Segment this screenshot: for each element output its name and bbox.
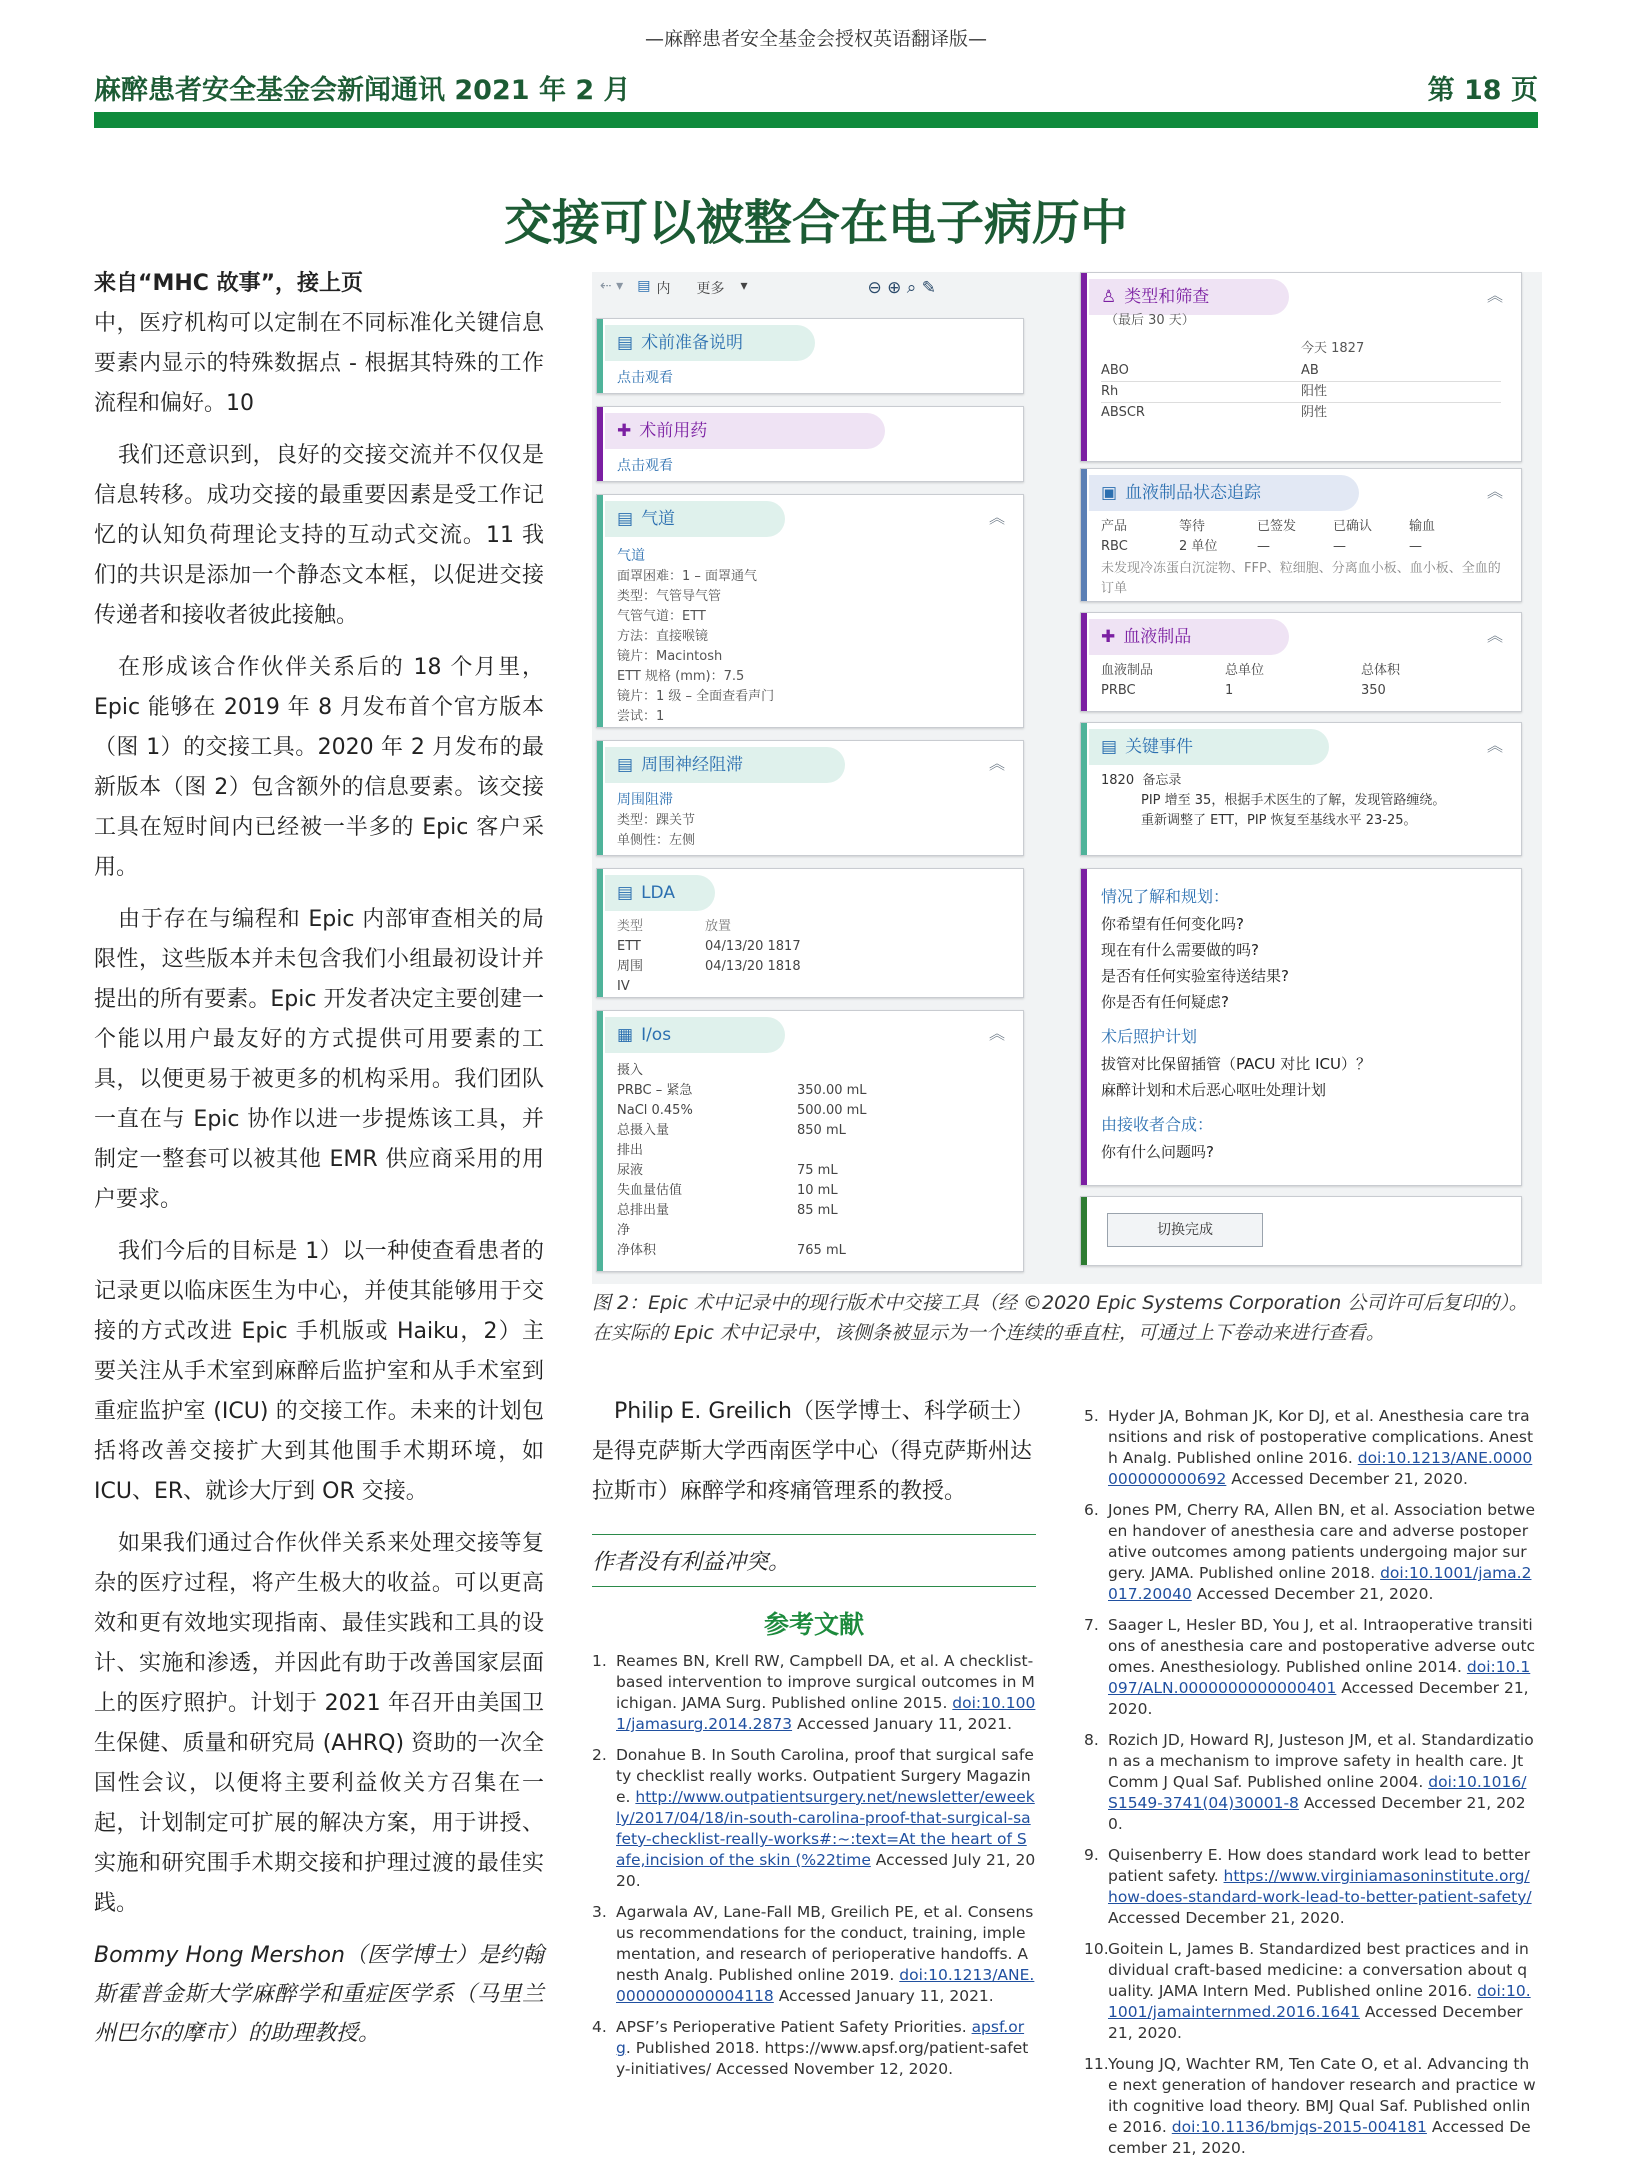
panel-bar bbox=[597, 869, 603, 997]
toolbar-more-button[interactable]: 更多 bbox=[696, 281, 725, 297]
question: 麻醉计划和术后恶心呕吐处理计划 bbox=[1101, 1081, 1327, 1099]
paragraph-1: 中，医疗机构可以定制在不同标准化关键信息要素内显示的特殊数据点 - 根据其特殊的工作流程和偏好。10 bbox=[94, 311, 544, 416]
panel-bar bbox=[1081, 613, 1087, 711]
author-bio-greilich: Philip E. Greilich（医学博士、科学硕士）是得克萨斯大学西南医学中心（得克萨斯州达拉斯市）麻醉学和疼痛管理系的教授。 bbox=[592, 1399, 1034, 1504]
panel-complete bbox=[1080, 1196, 1522, 1266]
table-row: PRBC – 紧急 350.00 mL bbox=[617, 1083, 867, 1098]
collapse-icon[interactable]: ︽ bbox=[988, 508, 1005, 527]
panel-situation bbox=[1080, 868, 1522, 1186]
reference-item: 1. Reames BN, Krell RW, Campbell DA, et al. A checklist-based intervention to improve surgical outcomes in Michigan. JAMA Surg. Published online 2015. doi:10.1001/jamasurg.2014.2873 Accessed January 11, 2021. bbox=[592, 1652, 1036, 1733]
panel-bar bbox=[1081, 723, 1087, 855]
panel-blood-products: ✚ 血液制品 ︽ 血液制品 总单位 总体积 PRBC 1 350 bbox=[1080, 612, 1522, 712]
table-row: 尿液 75 mL bbox=[617, 1163, 838, 1178]
continued-heading: 来自“MHC 故事”，接上页 bbox=[94, 271, 364, 296]
table-row: 总排出量 85 mL bbox=[617, 1203, 838, 1218]
table-row: 失血量估值 10 mL bbox=[617, 1183, 838, 1198]
airway-line: 镜片：1 级 – 全面查看声门 bbox=[617, 689, 775, 704]
doc-icon: ▤ bbox=[637, 278, 651, 294]
panel-blood-status: ▣ 血液制品状态追踪 ︽ 产品 等待 已签发 已确认 输血 RBC 2 单位 — — — 未发现冷冻蛋白沉淀物、FFP、粒细胞、分离血小板、血小板、全血的订单 bbox=[1080, 468, 1522, 602]
airway-line: 方法：直接喉镜 bbox=[617, 629, 709, 644]
table-row: ABO AB bbox=[1101, 361, 1501, 382]
note-icon: ▤ bbox=[617, 333, 634, 353]
airway-line: 尝试：1 bbox=[617, 709, 665, 724]
references-right bbox=[1084, 1406, 1536, 2169]
figure-caption: 图 2：Epic 术中记录中的现行版术中交接工具（经 ©2020 Epic Systems Corporation 公司许可后复印的）。在实际的 Epic 术中记录中，该侧条被显示为一个连续的垂直柱，可通过上下卷动来进行查看。 bbox=[592, 1292, 1528, 1344]
table-row: NaCl 0.45% 500.00 mL bbox=[617, 1103, 867, 1118]
reference-link[interactable]: doi:10.1136/bmjqs-2015-004181 bbox=[1171, 2118, 1427, 2136]
middle-column bbox=[592, 1392, 1036, 2090]
panel-title[interactable]: ✚ 术前用药 bbox=[605, 413, 885, 449]
collapse-icon[interactable]: ︽ bbox=[1486, 736, 1503, 755]
table-row: ETT 04/13/20 1817 bbox=[617, 939, 801, 954]
collapse-icon[interactable]: ︽ bbox=[988, 1024, 1005, 1043]
panel-title[interactable]: ▣ 血液制品状态追踪 bbox=[1089, 475, 1359, 511]
table-row: 净体积 765 mL bbox=[617, 1243, 846, 1258]
reference-item: 11. Young JQ, Wachter RM, Ten Cate O, et al. Advancing the next generation of handover research and practice with cognitive load theory. BMJ Qual Saf. Published online 2016. doi:10.1136/bmjqs-2015-004181 Accessed December 21, 2020. bbox=[1084, 2055, 1536, 2157]
article-title: 交接可以被整合在电子病历中 bbox=[503, 195, 1128, 251]
question: 是否有任何实验室待送结果? bbox=[1101, 967, 1289, 985]
airway-line: 面罩困难：1 – 面罩通气 bbox=[617, 569, 758, 584]
toolbar-in-button[interactable]: 内 bbox=[656, 281, 671, 297]
references-left bbox=[592, 1651, 1036, 2080]
table-row: 摄入 bbox=[617, 1063, 644, 1078]
reference-link[interactable]: apsf.org bbox=[616, 2018, 1025, 2057]
table-row: PRBC 1 350 bbox=[1101, 683, 1386, 698]
reference-link[interactable]: doi:10.1001/jamasurg.2014.2873 bbox=[616, 1694, 1036, 1733]
header-bar bbox=[94, 112, 1538, 128]
panel-preop-note bbox=[596, 318, 1024, 394]
collapse-icon[interactable]: ︽ bbox=[1486, 626, 1503, 645]
panel-nerve-block bbox=[596, 740, 1024, 856]
reference-item: 4. APSF’s Perioperative Patient Safety Priorities. apsf.org. Published 2018. https://www.apsf.org/patient-safety-initiatives/ Accessed November 12, 2020. bbox=[592, 2018, 1029, 2078]
airway-link[interactable]: 气道 bbox=[617, 548, 645, 564]
panel-airway bbox=[596, 494, 1024, 728]
panel-title[interactable]: ♙ 类型和筛查 bbox=[1089, 279, 1289, 315]
table-row: IV bbox=[617, 979, 630, 994]
paragraph-4: 由于存在与编程和 Epic 内部审查相关的局限性，这些版本并未包含我们小组最初设计并提出的所有要素。Epic 开发者决定主要创建一个能以用户最友好的方式提供可用要素的工具，以便更易于被更多的机构采用。我们团队一直在与 Epic 协作以进一步提炼该工具，并制定一整套可以被其他 EMR 供应商采用的用户要求。 bbox=[94, 907, 544, 1212]
type-screen-col: 今天 1827 bbox=[1301, 341, 1365, 356]
question: 你希望有任何变化吗? bbox=[1101, 915, 1244, 933]
event-label: 备忘录 bbox=[1142, 773, 1182, 788]
lda-col-type: 类型 bbox=[617, 919, 644, 934]
question: 你是否有任何疑虑? bbox=[1101, 993, 1229, 1011]
panel-bar bbox=[597, 407, 603, 481]
paragraph-6: 如果我们通过合作伙伴关系来处理交接等复杂的医疗过程，将产生极大的收益。可以更高效和更有效地实现指南、最佳实践和工具的设计、实施和渗透，并因此有助于改善国家层面上的医疗照护。计划于 2021 年召开由美国卫生保健、质量和研究局 (AHRQ) 资助的一次全国性会议，以便将主要利益攸关方召集在一起，计划制定可扩展的解决方案，用于讲授、实施和研究围手术期交接和护理过渡的最佳实践。 bbox=[94, 1531, 544, 1916]
page-number: 第 18 页 bbox=[1427, 75, 1538, 106]
paragraph-5: 我们今后的目标是 1）以一种使查看患者的记录更以临床医生为中心，并使其能够用于交接的方式改进 Epic 手机版或 Haiku，2）主要关注从手术室到麻醉后监护室和从手术室到重症监护室 (ICU) 的交接工作。未来的计划包括将改善交接扩大到其他围手术期环境，如 ICU、ER、就诊大厅到 OR 交接。 bbox=[94, 1239, 544, 1504]
left-column bbox=[94, 264, 544, 2065]
reference-item: 3. Agarwala AV, Lane-Fall MB, Greilich PE, et al. Consensus recommendations for the conduct, training, implementation, and research of perioperative handoffs. Anesth Analg. Published online 2019. doi:10.1213/ANE.0000000000004118 Accessed January 11, 2021. bbox=[592, 1903, 1035, 2005]
table-row: 净 bbox=[617, 1223, 631, 1238]
reference-item: 6. Jones PM, Cherry RA, Allen BN, et al. Association between handover of anesthesia care and adverse postoperative outcomes among patients undergoing major surgery. JAMA. Published online 2018. doi:10.1001/jama.2017.20040 Accessed December 21, 2020. bbox=[1084, 1501, 1535, 1603]
blood-bag-icon: ▣ bbox=[1101, 483, 1118, 503]
reference-link[interactable]: doi:10.1213/ANE.0000000000004118 bbox=[616, 1966, 1035, 2005]
panel-title[interactable]: ▤ 关键事件 bbox=[1089, 729, 1329, 765]
reference-link[interactable]: doi:10.1097/ALN.0000000000000401 bbox=[1108, 1658, 1531, 1697]
receiver-synthesis-heading: 由接收者合成： bbox=[1101, 1115, 1214, 1134]
panel-bar bbox=[1081, 273, 1087, 461]
collapse-icon[interactable]: ︽ bbox=[1486, 286, 1503, 305]
reference-item: 2. Donahue B. In South Carolina, proof that surgical safety checklist really works. Outpatient Surgery Magazine. http://www.outpatientsurgery.net/newsletter/eweekly/2017/04/18/in-south-carolina-proof-that-surgical-safety-checklist-really-works#:~:text=At the heart of Safe,incision of the skin (%22time Accessed July 21, 2020. bbox=[592, 1746, 1036, 1890]
panel-bar bbox=[597, 1011, 603, 1271]
blood-status-note: 未发现冷冻蛋白沉淀物、FFP、粒细胞、分离血小板、血小板、全血的订单 bbox=[1101, 561, 1501, 596]
reference-link[interactable]: https://www.virginiamasoninstitute.org/how-does-standard-work-lead-to-better-patient-safety/ bbox=[1108, 1867, 1532, 1906]
handoff-complete-button[interactable]: 切换完成 bbox=[1107, 1213, 1263, 1247]
reference-item: 8. Rozich JD, Howard RJ, Justeson JM, et al. Standardization as a mechanism to improve safety in health care. Jt Comm J Qual Saf. Published online 2004. doi:10.1016/S1549-3741(04)30001-8 Accessed December 21, 2020. bbox=[1084, 1731, 1534, 1833]
newsletter-title: 麻醉患者安全基金会新闻通讯 2021 年 2 月 bbox=[94, 75, 631, 106]
reference-item: 7. Saager L, Hesler BD, You J, et al. Intraoperative transitions of anesthesia care and postoperative adverse outcomes. Anesthesiology. Published online 2014. doi:10.1097/ALN.0000000000000401 Accessed December 21, 2020. bbox=[1084, 1616, 1536, 1718]
airway-line: ETT 规格 (mm)：7.5 bbox=[617, 669, 745, 684]
handoff-tool-figure bbox=[592, 272, 1542, 1284]
panel-bar bbox=[1081, 469, 1087, 601]
panel-type-screen bbox=[1080, 272, 1522, 462]
panel-bar bbox=[597, 319, 603, 393]
panel-title[interactable]: ▤ 术前准备说明 bbox=[605, 325, 815, 361]
preop-med-link[interactable]: 点击观看 bbox=[617, 458, 673, 474]
question: 现在有什么需要做的吗? bbox=[1101, 941, 1259, 959]
zoom-search-tools-icon[interactable]: ⊖ ⊕ ⌕ ✎ bbox=[867, 278, 936, 298]
grid-icon: ▦ bbox=[617, 1025, 634, 1045]
question: 拔管对比保留插管（PACU 对比 ICU）？ bbox=[1101, 1055, 1371, 1073]
person-icon: ♙ bbox=[1101, 287, 1117, 307]
collapse-icon[interactable]: ︽ bbox=[988, 754, 1005, 773]
table-row: 排出 bbox=[617, 1143, 644, 1158]
preop-note-link[interactable]: 点击观看 bbox=[617, 370, 673, 386]
references-heading: 参考文献 bbox=[763, 1610, 864, 1639]
table-row: Rh 阳性 bbox=[1101, 382, 1501, 403]
note-icon: ▤ bbox=[617, 755, 634, 775]
paragraph-3: 在形成该合作伙伴关系后的 18 个月里，Epic 能够在 2019 年 8 月发布首个官方版本（图 1）的交接工具。2020 年 2 月发布的最新版本（图 2）包含额外的信息要素。该交接工具在短时间内已经被一半多的 Epic 客户采用。 bbox=[94, 655, 544, 880]
lda-col-placed: 放置 bbox=[705, 919, 732, 934]
panel-lda bbox=[596, 868, 1024, 998]
event-line: 重新调整了 ETT，PIP 恢复至基线水平 23-25。 bbox=[1141, 813, 1417, 828]
table-row: ABSCR 阴性 bbox=[1101, 405, 1328, 420]
airway-line: 气管气道：ETT bbox=[617, 609, 706, 624]
more-caret-icon[interactable]: ▾ bbox=[740, 278, 748, 294]
note-icon: ▤ bbox=[1101, 737, 1118, 757]
panel-bar bbox=[597, 495, 603, 727]
device-icon: ▤ bbox=[617, 883, 634, 903]
airway-line: 类型：气管导气管 bbox=[617, 589, 722, 604]
panel-key-events bbox=[1080, 722, 1522, 856]
panel-title[interactable]: ✚ 血液制品 bbox=[1089, 619, 1289, 655]
question: 你有什么问题吗? bbox=[1101, 1143, 1214, 1161]
nerve-block-line: 类型：踝关节 bbox=[617, 813, 696, 828]
reference-link[interactable]: doi:10.1213/ANE.0000000000000692 bbox=[1108, 1449, 1533, 1488]
nav-arrows-icon[interactable]: ⇠ ▾ bbox=[600, 278, 624, 294]
panel-preop-meds bbox=[596, 406, 1024, 482]
author-bio-mershon: Bommy Hong Mershon（医学博士）是约翰斯霍普金斯大学麻醉学和重症医学系（马里兰州巴尔的摩市）的助理教授。 bbox=[94, 1943, 544, 2046]
panel-bar bbox=[1081, 869, 1087, 1185]
reference-link[interactable]: doi:10.1016/S1549-3741(04)30001-8 bbox=[1108, 1773, 1527, 1812]
panel-bar bbox=[1081, 1197, 1087, 1265]
panel-ios bbox=[596, 1010, 1024, 1272]
panel-title[interactable]: ▤ 周围神经阻滞 bbox=[605, 747, 845, 783]
postop-plan-heading: 术后照护计划 bbox=[1101, 1027, 1198, 1046]
type-screen-subtitle: （最后 30 天） bbox=[1105, 313, 1195, 328]
pill-icon: ✚ bbox=[617, 421, 632, 441]
toolbar bbox=[600, 278, 1120, 314]
nerve-block-link[interactable]: 周围阻滞 bbox=[617, 792, 673, 808]
table-row: 周围 04/13/20 1818 bbox=[617, 959, 801, 974]
conflict-statement: 作者没有利益冲突。 bbox=[592, 1534, 1036, 1587]
note-icon: ▤ bbox=[617, 509, 634, 529]
reference-item: 5. Hyder JA, Bohman JK, Kor DJ, et al. Anesthesia care transitions and risk of postoperative complications. Anesth Analg. Published online 2016. doi:10.1213/ANE.0000000000000692 Accessed December 21, 2020. bbox=[1084, 1407, 1534, 1488]
event-time: 1820 bbox=[1101, 773, 1135, 788]
nerve-block-line: 单侧性：左侧 bbox=[617, 833, 696, 848]
panel-title[interactable]: ▤ 气道 bbox=[605, 501, 785, 537]
pill-icon: ✚ bbox=[1101, 627, 1116, 647]
table-row: RBC 2 单位 — — — bbox=[1101, 539, 1422, 554]
event-line: PIP 增至 35，根据手术医生的了解，发现管路缠绕。 bbox=[1141, 793, 1446, 808]
panel-title[interactable]: ▦ I/os bbox=[605, 1017, 785, 1053]
paragraph-2: 我们还意识到，良好的交接交流并不仅仅是信息转移。成功交接的最重要因素是受工作记忆的认知负荷理论支持的互动式交流。11 我们的共识是添加一个静态文本框，以促进交接传递者和接收者彼此接触。 bbox=[94, 443, 544, 628]
table-row: 总摄入量 850 mL bbox=[617, 1123, 846, 1138]
panel-title[interactable]: ▤ LDA bbox=[605, 875, 715, 911]
airway-line: 镜片：Macintosh bbox=[617, 649, 723, 664]
reference-item: 9. Quisenberry E. How does standard work lead to better patient safety. https://www.virginiamasoninstitute.org/how-does-standard-work-lead-to-better-patient-safety/ Accessed December 21, 2020. bbox=[1084, 1846, 1532, 1927]
reference-link[interactable]: doi:10.1001/jama.2017.20040 bbox=[1108, 1564, 1532, 1603]
reference-link[interactable]: http://www.outpatientsurgery.net/newsletter/eweekly/2017/04/18/in-south-carolina-proof-that-surgical-safety-checklist-really-works#:~:text=At the heart of Safe,incision of the skin (%22time bbox=[616, 1788, 1035, 1869]
translation-tag: —麻醉患者安全基金会授权英语翻译版— bbox=[644, 28, 987, 50]
reference-item: 10. Goitein L, James B. Standardized best practices and individual craft-based medicine: a conversation about quality. JAMA Intern Med. Published online 2016. doi:10.1001/jamainternmed.2016.1641 Accessed December 21, 2020. bbox=[1084, 1940, 1531, 2042]
panel-bar bbox=[597, 741, 603, 855]
situation-heading: 情况了解和规划： bbox=[1101, 887, 1230, 906]
reference-link[interactable]: doi:10.1001/jamainternmed.2016.1641 bbox=[1108, 1982, 1531, 2021]
collapse-icon[interactable]: ︽ bbox=[1486, 482, 1503, 501]
